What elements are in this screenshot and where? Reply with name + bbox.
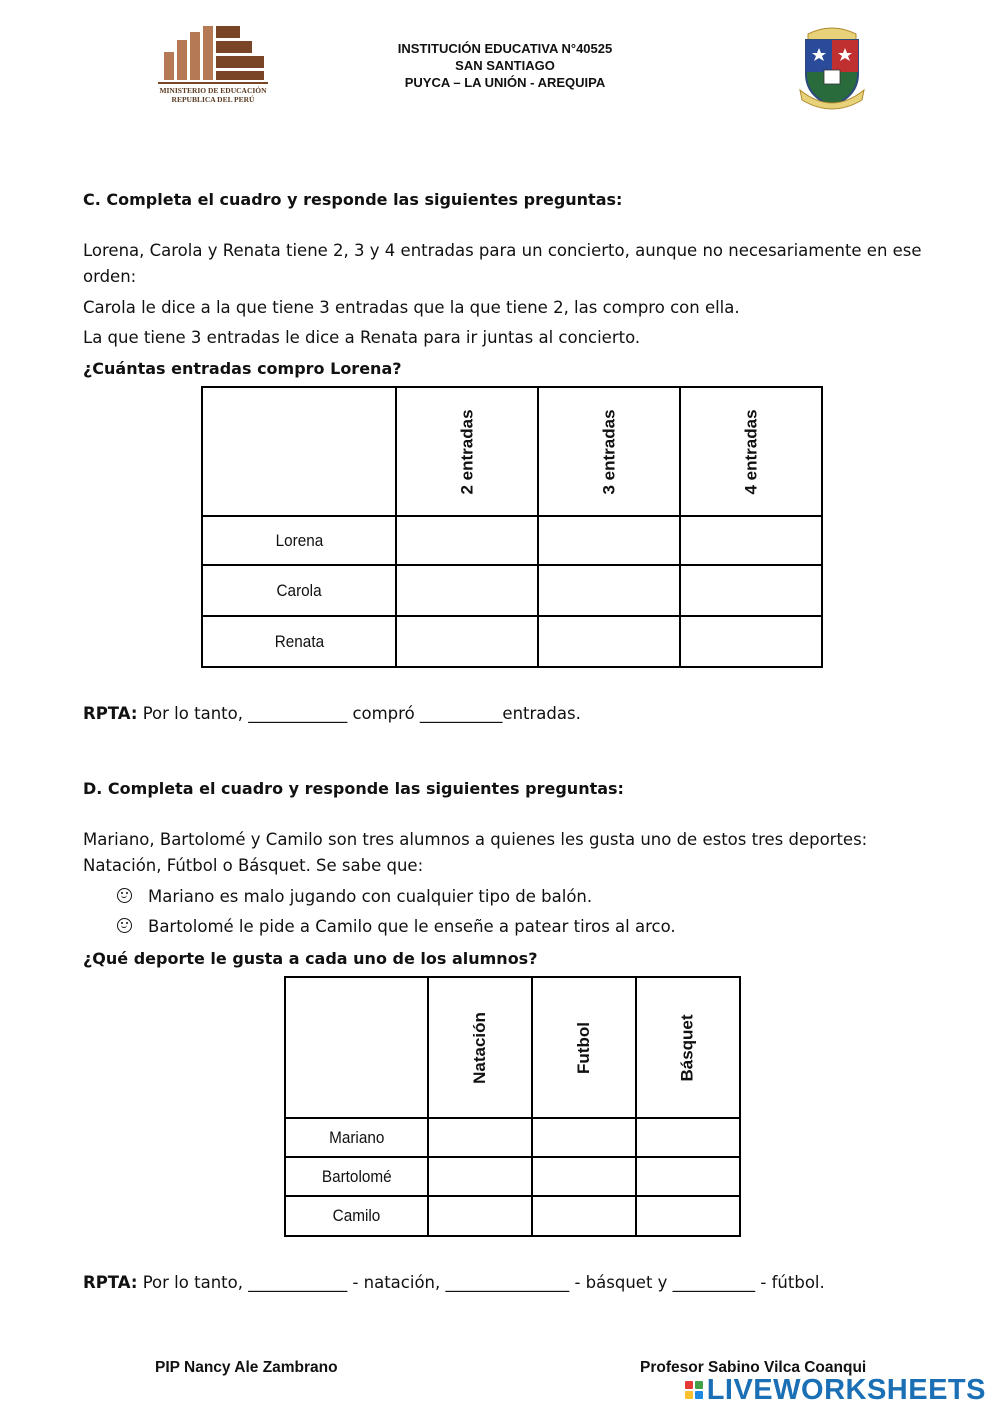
answer-cell[interactable] xyxy=(532,1196,636,1236)
column-header: Básquet xyxy=(677,1013,697,1082)
column-header: Futbol xyxy=(573,1021,593,1074)
column-header: Natación xyxy=(469,1011,489,1084)
row-label: Lorena xyxy=(275,530,323,550)
section-d-answer xyxy=(83,1270,825,1296)
table-row xyxy=(285,1157,740,1196)
footer-left-signature: PIP Nancy Ale Zambrano xyxy=(155,1359,338,1376)
answer-cell[interactable] xyxy=(636,1157,740,1196)
row-label: Mariano xyxy=(328,1127,385,1147)
answer-cell[interactable] xyxy=(538,565,680,616)
answer-label: RPTA: xyxy=(83,1273,138,1292)
section-c-title xyxy=(83,187,622,213)
answer-label: RPTA: xyxy=(83,704,138,723)
column-header-cell xyxy=(428,977,532,1118)
answer-cell[interactable] xyxy=(532,1157,636,1196)
row-label: Bartolomé xyxy=(321,1166,392,1186)
table-row xyxy=(285,1196,740,1236)
section-d-question: ¿Qué deporte le gusta a cada uno de los alumnos? xyxy=(83,949,538,968)
liveworksheets-wordmark: LIVEWORKSHEETS xyxy=(706,1373,986,1406)
section-c-logic-table xyxy=(201,386,823,668)
table-header-row xyxy=(202,387,822,516)
column-header-cell xyxy=(532,977,636,1118)
section-c-answer xyxy=(83,701,581,727)
section-d-paragraph: Mariano, Bartolomé y Camilo son tres alumnos a quienes les gusta uno de estos tres deportes: Natación, Fútbol o Básquet. Se sabe que: xyxy=(83,830,868,875)
row-header-cell xyxy=(285,1118,428,1157)
smiley-icon xyxy=(117,888,132,903)
liveworksheets-logo-icon xyxy=(685,1381,703,1399)
answer-cell[interactable] xyxy=(428,1118,532,1157)
ministry-line-1: MINISTERIO DE EDUCACIÓN xyxy=(159,86,267,95)
section-c-clue-2: La que tiene 3 entradas le dice a Renata para ir juntas al concierto. xyxy=(83,328,641,347)
ministry-line-2: REPUBLICA DEL PERÚ xyxy=(171,95,255,104)
column-header-cell xyxy=(636,977,740,1118)
bullet-text: Mariano es malo jugando con cualquier tipo de balón. xyxy=(148,887,593,906)
institution-location: PUYCA – LA UNIÓN - AREQUIPA xyxy=(404,75,606,90)
section-c-question: ¿Cuántas entradas compro Lorena? xyxy=(83,359,402,378)
section-d-logic-table xyxy=(284,976,741,1237)
ministry-bars-icon xyxy=(158,22,268,86)
answer-cell[interactable] xyxy=(396,616,538,667)
column-header-cell xyxy=(396,387,538,516)
table-row xyxy=(202,565,822,616)
section-c-paragraph: Lorena, Carola y Renata tiene 2, 3 y 4 entradas para un concierto, aunque no necesariamente en ese orden: xyxy=(83,241,922,286)
row-header-cell xyxy=(285,1157,428,1196)
institution-school: SAN SANTIAGO xyxy=(455,58,555,73)
liveworksheets-brand xyxy=(685,1374,986,1406)
column-header: 4 entradas xyxy=(741,408,761,495)
row-header-cell xyxy=(285,1196,428,1236)
row-header-cell xyxy=(202,516,396,565)
answer-text: Por lo tanto, ____________ compró __________entradas. xyxy=(137,704,581,723)
answer-cell[interactable] xyxy=(680,565,822,616)
institution-header xyxy=(330,40,680,91)
section-d-title-text: Completa el cuadro y responde las siguientes preguntas: xyxy=(102,779,624,798)
row-label: Carola xyxy=(276,580,322,600)
column-header: 2 entradas xyxy=(457,408,477,495)
row-header-cell xyxy=(202,565,396,616)
column-header: 3 entradas xyxy=(599,408,619,495)
column-header-cell xyxy=(680,387,822,516)
row-label: Renata xyxy=(274,631,324,651)
bullet-text: Bartolomé le pide a Camilo que le enseñe a patear tiros al arco. xyxy=(148,917,676,936)
answer-cell[interactable] xyxy=(538,616,680,667)
table-corner-cell xyxy=(202,387,396,516)
section-d-title xyxy=(83,776,624,802)
answer-cell[interactable] xyxy=(680,616,822,667)
column-header-cell xyxy=(538,387,680,516)
table-row xyxy=(285,1118,740,1157)
section-d-bullet-2 xyxy=(117,914,676,940)
answer-cell[interactable] xyxy=(636,1196,740,1236)
table-header-row xyxy=(285,977,740,1118)
answer-cell[interactable] xyxy=(396,565,538,616)
answer-cell[interactable] xyxy=(538,516,680,565)
footer-right-signature: Profesor Sabino Vilca Coanqui xyxy=(640,1359,867,1376)
section-d-bullet-1 xyxy=(117,884,592,910)
section-c-title-text: . Completa el cuadro y responde las siguientes preguntas: xyxy=(94,190,623,209)
row-header-cell xyxy=(202,616,396,667)
school-crest-icon xyxy=(796,20,868,112)
answer-cell[interactable] xyxy=(680,516,822,565)
table-row xyxy=(202,616,822,667)
answer-text: Por lo tanto, ____________ - natación, _______________ - básquet y __________ - fútbol. xyxy=(137,1273,825,1292)
section-c-letter: C xyxy=(83,190,95,209)
ministry-logo xyxy=(158,22,268,108)
smiley-icon xyxy=(117,918,132,933)
answer-cell[interactable] xyxy=(396,516,538,565)
institution-name: INSTITUCIÓN EDUCATIVA N°40525 xyxy=(397,41,613,56)
row-label: Camilo xyxy=(332,1206,381,1225)
table-row xyxy=(202,516,822,565)
section-c-clue-1: Carola le dice a la que tiene 3 entradas que la que tiene 2, las compro con ella. xyxy=(83,298,740,317)
answer-cell[interactable] xyxy=(636,1118,740,1157)
section-d-letter: D. xyxy=(83,779,103,798)
answer-cell[interactable] xyxy=(428,1157,532,1196)
table-corner-cell xyxy=(285,977,428,1118)
answer-cell[interactable] xyxy=(532,1118,636,1157)
answer-cell[interactable] xyxy=(428,1196,532,1236)
